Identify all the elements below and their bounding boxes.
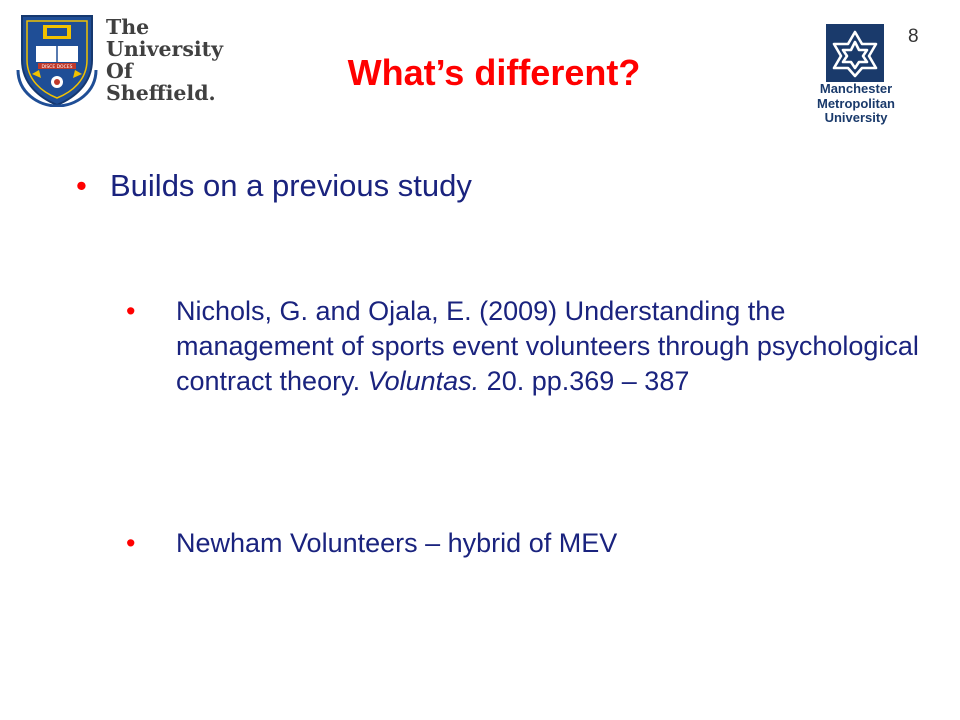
mmu-word-line: University (824, 110, 888, 125)
page-number: 8 (908, 26, 919, 47)
sub-bullet-text (176, 294, 936, 399)
mmu-word-line: Metropolitan (817, 95, 895, 111)
sheffield-word-line: Of (106, 59, 133, 83)
mmu-word-line: Manchester (819, 81, 893, 96)
sheffield-word-line: The (106, 15, 150, 39)
bullet-text: Builds on a previous study (110, 168, 472, 203)
citation-journal: Voluntas. (367, 366, 480, 396)
bullet-dot-icon: • (126, 528, 136, 558)
sub-bullet-newham (126, 526, 926, 566)
sheffield-word-line: Sheffield. (106, 81, 216, 105)
citation-text: Nichols, G. and Ojala, E. (2009) Understanding the management of sports event volunteers through psychological contract theory. (176, 296, 919, 396)
svg-text:DISCE DOCES: DISCE DOCES (41, 65, 73, 70)
citation-tail: 20. pp.369 – 387 (479, 366, 690, 396)
slide-title: What’s different? (347, 52, 641, 93)
bullet-dot-icon: • (76, 168, 87, 203)
bullet-dot-icon: • (126, 296, 136, 326)
sub-bullet-citation (126, 294, 926, 454)
sub-bullet-text: Newham Volunteers – hybrid of MEV (176, 528, 618, 558)
sheffield-word-line: University (106, 37, 224, 61)
